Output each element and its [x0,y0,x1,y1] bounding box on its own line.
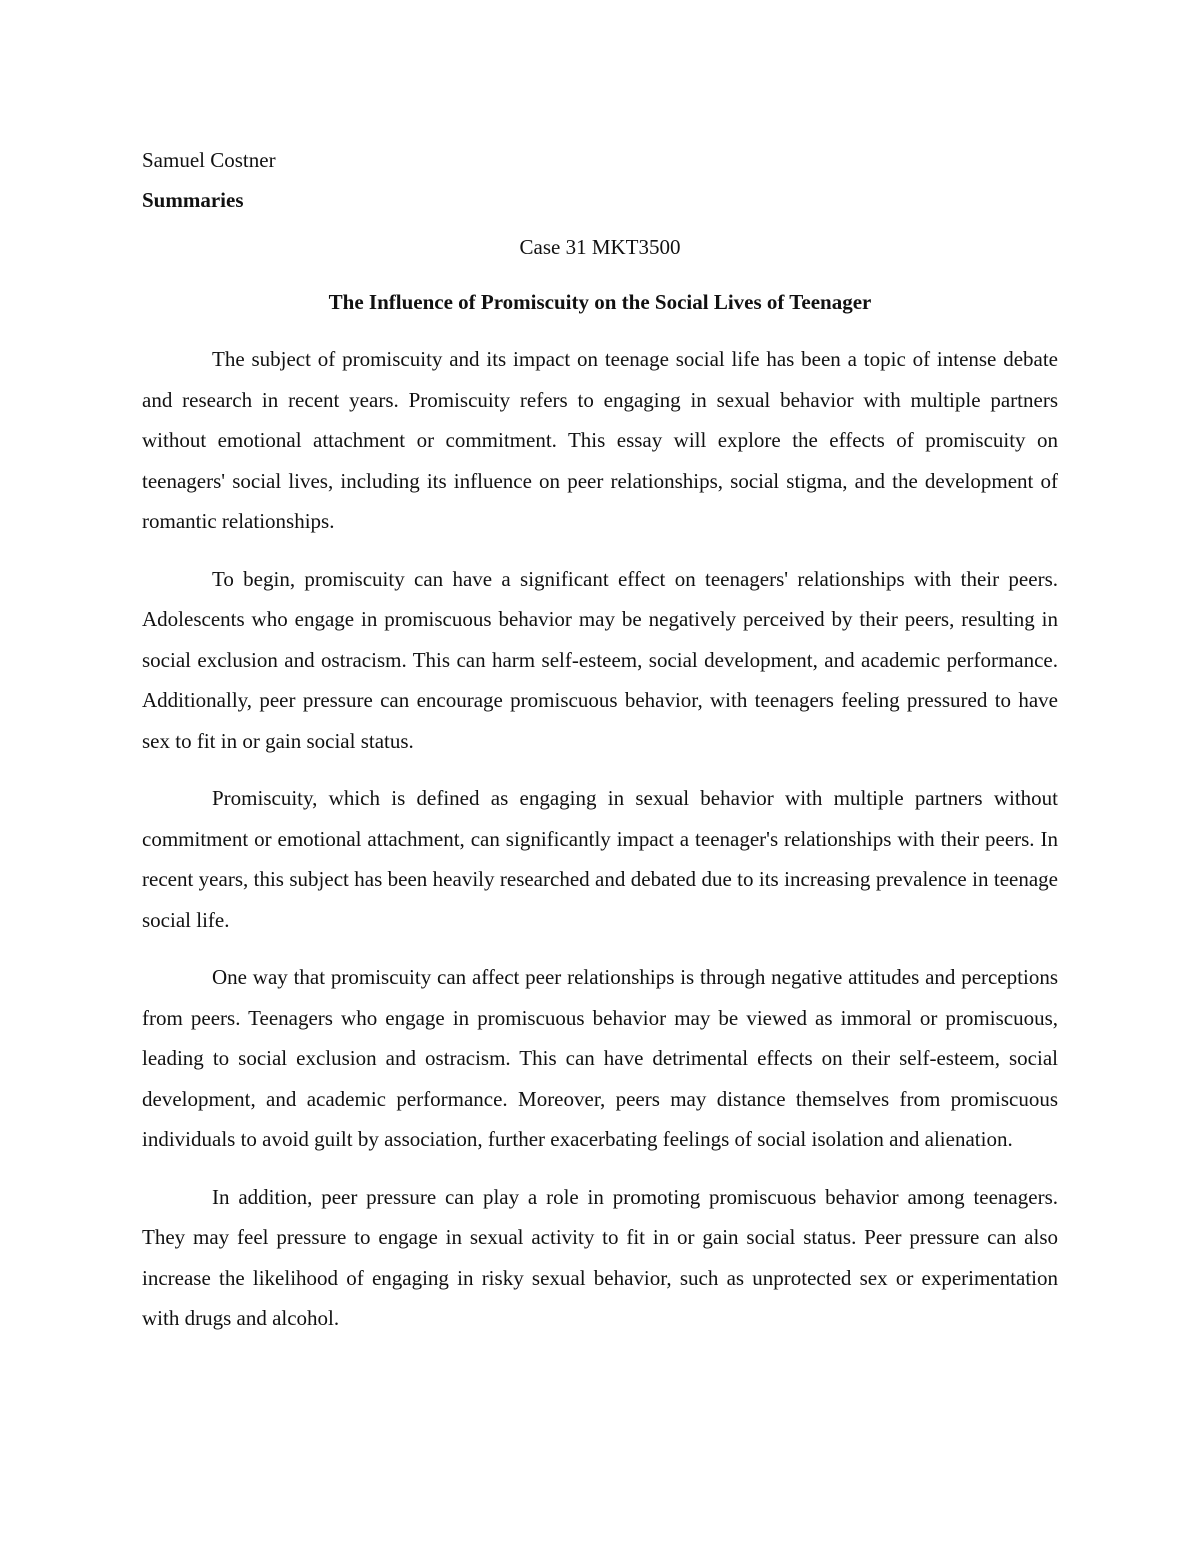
author-name: Samuel Costner [142,148,276,172]
section-label: Summaries [142,188,244,212]
paragraph-2: To begin, promiscuity can have a significant effect on teenagers' relationships with their peers. Adolescents who engage in promiscuous behavior may be negatively perceived by their peers, resulting in social exclusion and ostracism. This can harm self-esteem, social development, and academic performance. Additionally, peer pressure can encourage promiscuous behavior, with teenagers feeling pressured to have sex to fit in or gain social status. [142,566,1058,753]
paragraph-3: Promiscuity, which is defined as engaging in sexual behavior with multiple partners without commitment or emotional attachment, can significantly impact a teenager's relationships with their peers. In recent years, this subject has been heavily researched and debated due to its increasing prevalence in teenage social life. [142,786,1058,932]
paragraph-4: One way that promiscuity can affect peer relationships is through negative attitudes and perceptions from peers. Teenagers who engage in promiscuous behavior may be viewed as immoral or promiscuous, leading to social exclusion and ostracism. This can have detrimental effects on their self-esteem, social development, and academic performance. Moreover, peers may distance themselves from promiscuous individuals to avoid guilt by association, further exacerbating feelings of social isolation and alienation. [142,965,1058,1151]
essay-title: The Influence of Promiscuity on the Social Lives of Teenager [328,290,872,314]
case-heading: Case 31 MKT3500 [519,235,681,259]
paragraph-5: In addition, peer pressure can play a role in promoting promiscuous behavior among teenagers. They may feel pressure to engage in sexual activity to fit in or gain social status. Peer pressure can also increase the likelihood of engaging in risky sexual behavior, such as unprotected sex or experimentation with drugs and alcohol. [142,1184,1058,1330]
paragraph-1: The subject of promiscuity and its impact on teenage social life has been a topic of intense debate and research in recent years. Promiscuity refers to engaging in sexual behavior with multiple partners without emotional attachment or commitment. This essay will explore the effects of promiscuity on teenagers' social lives, including its influence on peer relationships, social stigma, and the development of romantic relationships. [142,347,1058,533]
document-body [142,140,1058,1356]
